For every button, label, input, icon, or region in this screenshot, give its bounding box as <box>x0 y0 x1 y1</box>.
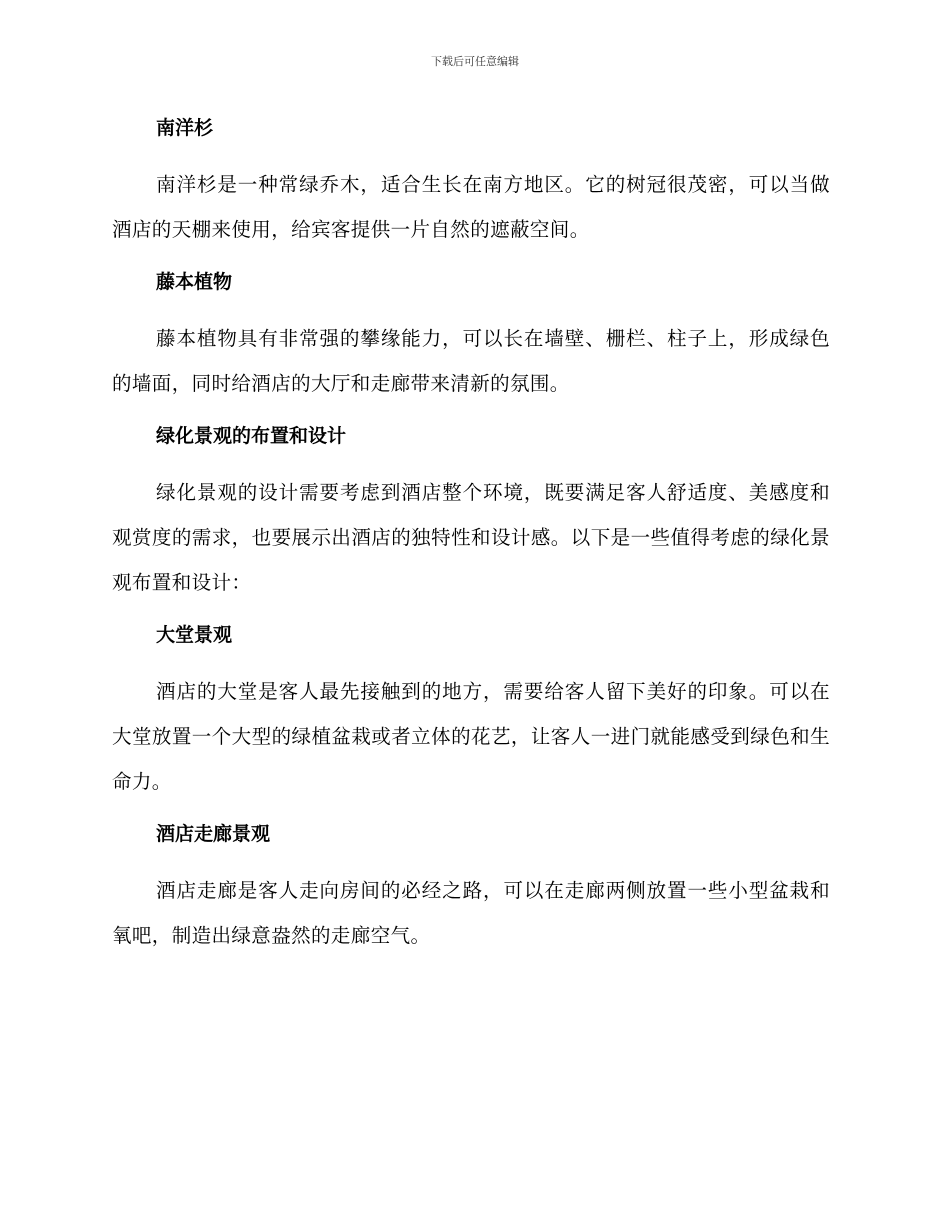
section-title-corridor: 酒店走廊景观 <box>156 823 271 845</box>
section-body-lobby: 酒店的大堂是客人最先接触到的地方，需要给客人留下美好的印象。可以在大堂放置一个大型的绿植盆栽或者立体的花艺，让客人一进门就能感受到绿色和生命力。 <box>112 680 830 793</box>
section-body-araucaria: 南洋杉是一种常绿乔木，适合生长在南方地区。它的树冠很茂密，可以当做酒店的天棚来使用，给宾客提供一片自然的遮蔽空间。 <box>112 173 830 241</box>
document-body <box>112 110 830 958</box>
section-body-vines: 藤本植物具有非常强的攀缘能力，可以长在墙壁、栅栏、柱子上，形成绿色的墙面，同时给酒店的大厅和走廊带来清新的氛围。 <box>112 327 830 395</box>
section-body-landscape-design: 绿化景观的设计需要考虑到酒店整个环境，既要满足客人舒适度、美感度和观赏度的需求，也要展示出酒店的独特性和设计感。以下是一些值得考虑的绿化景观布置和设计： <box>112 481 830 594</box>
section-title-vines: 藤本植物 <box>156 271 233 293</box>
section-body-corridor: 酒店走廊是客人走向房间的必经之路，可以在走廊两侧放置一些小型盆栽和氧吧，制造出绿意盎然的走廊空气。 <box>112 879 830 947</box>
section-title-landscape-design: 绿化景观的布置和设计 <box>156 425 347 447</box>
section-title-araucaria: 南洋杉 <box>156 117 214 139</box>
page-header: 下载后可任意编辑 <box>431 55 519 68</box>
section-title-lobby: 大堂景观 <box>156 624 233 646</box>
